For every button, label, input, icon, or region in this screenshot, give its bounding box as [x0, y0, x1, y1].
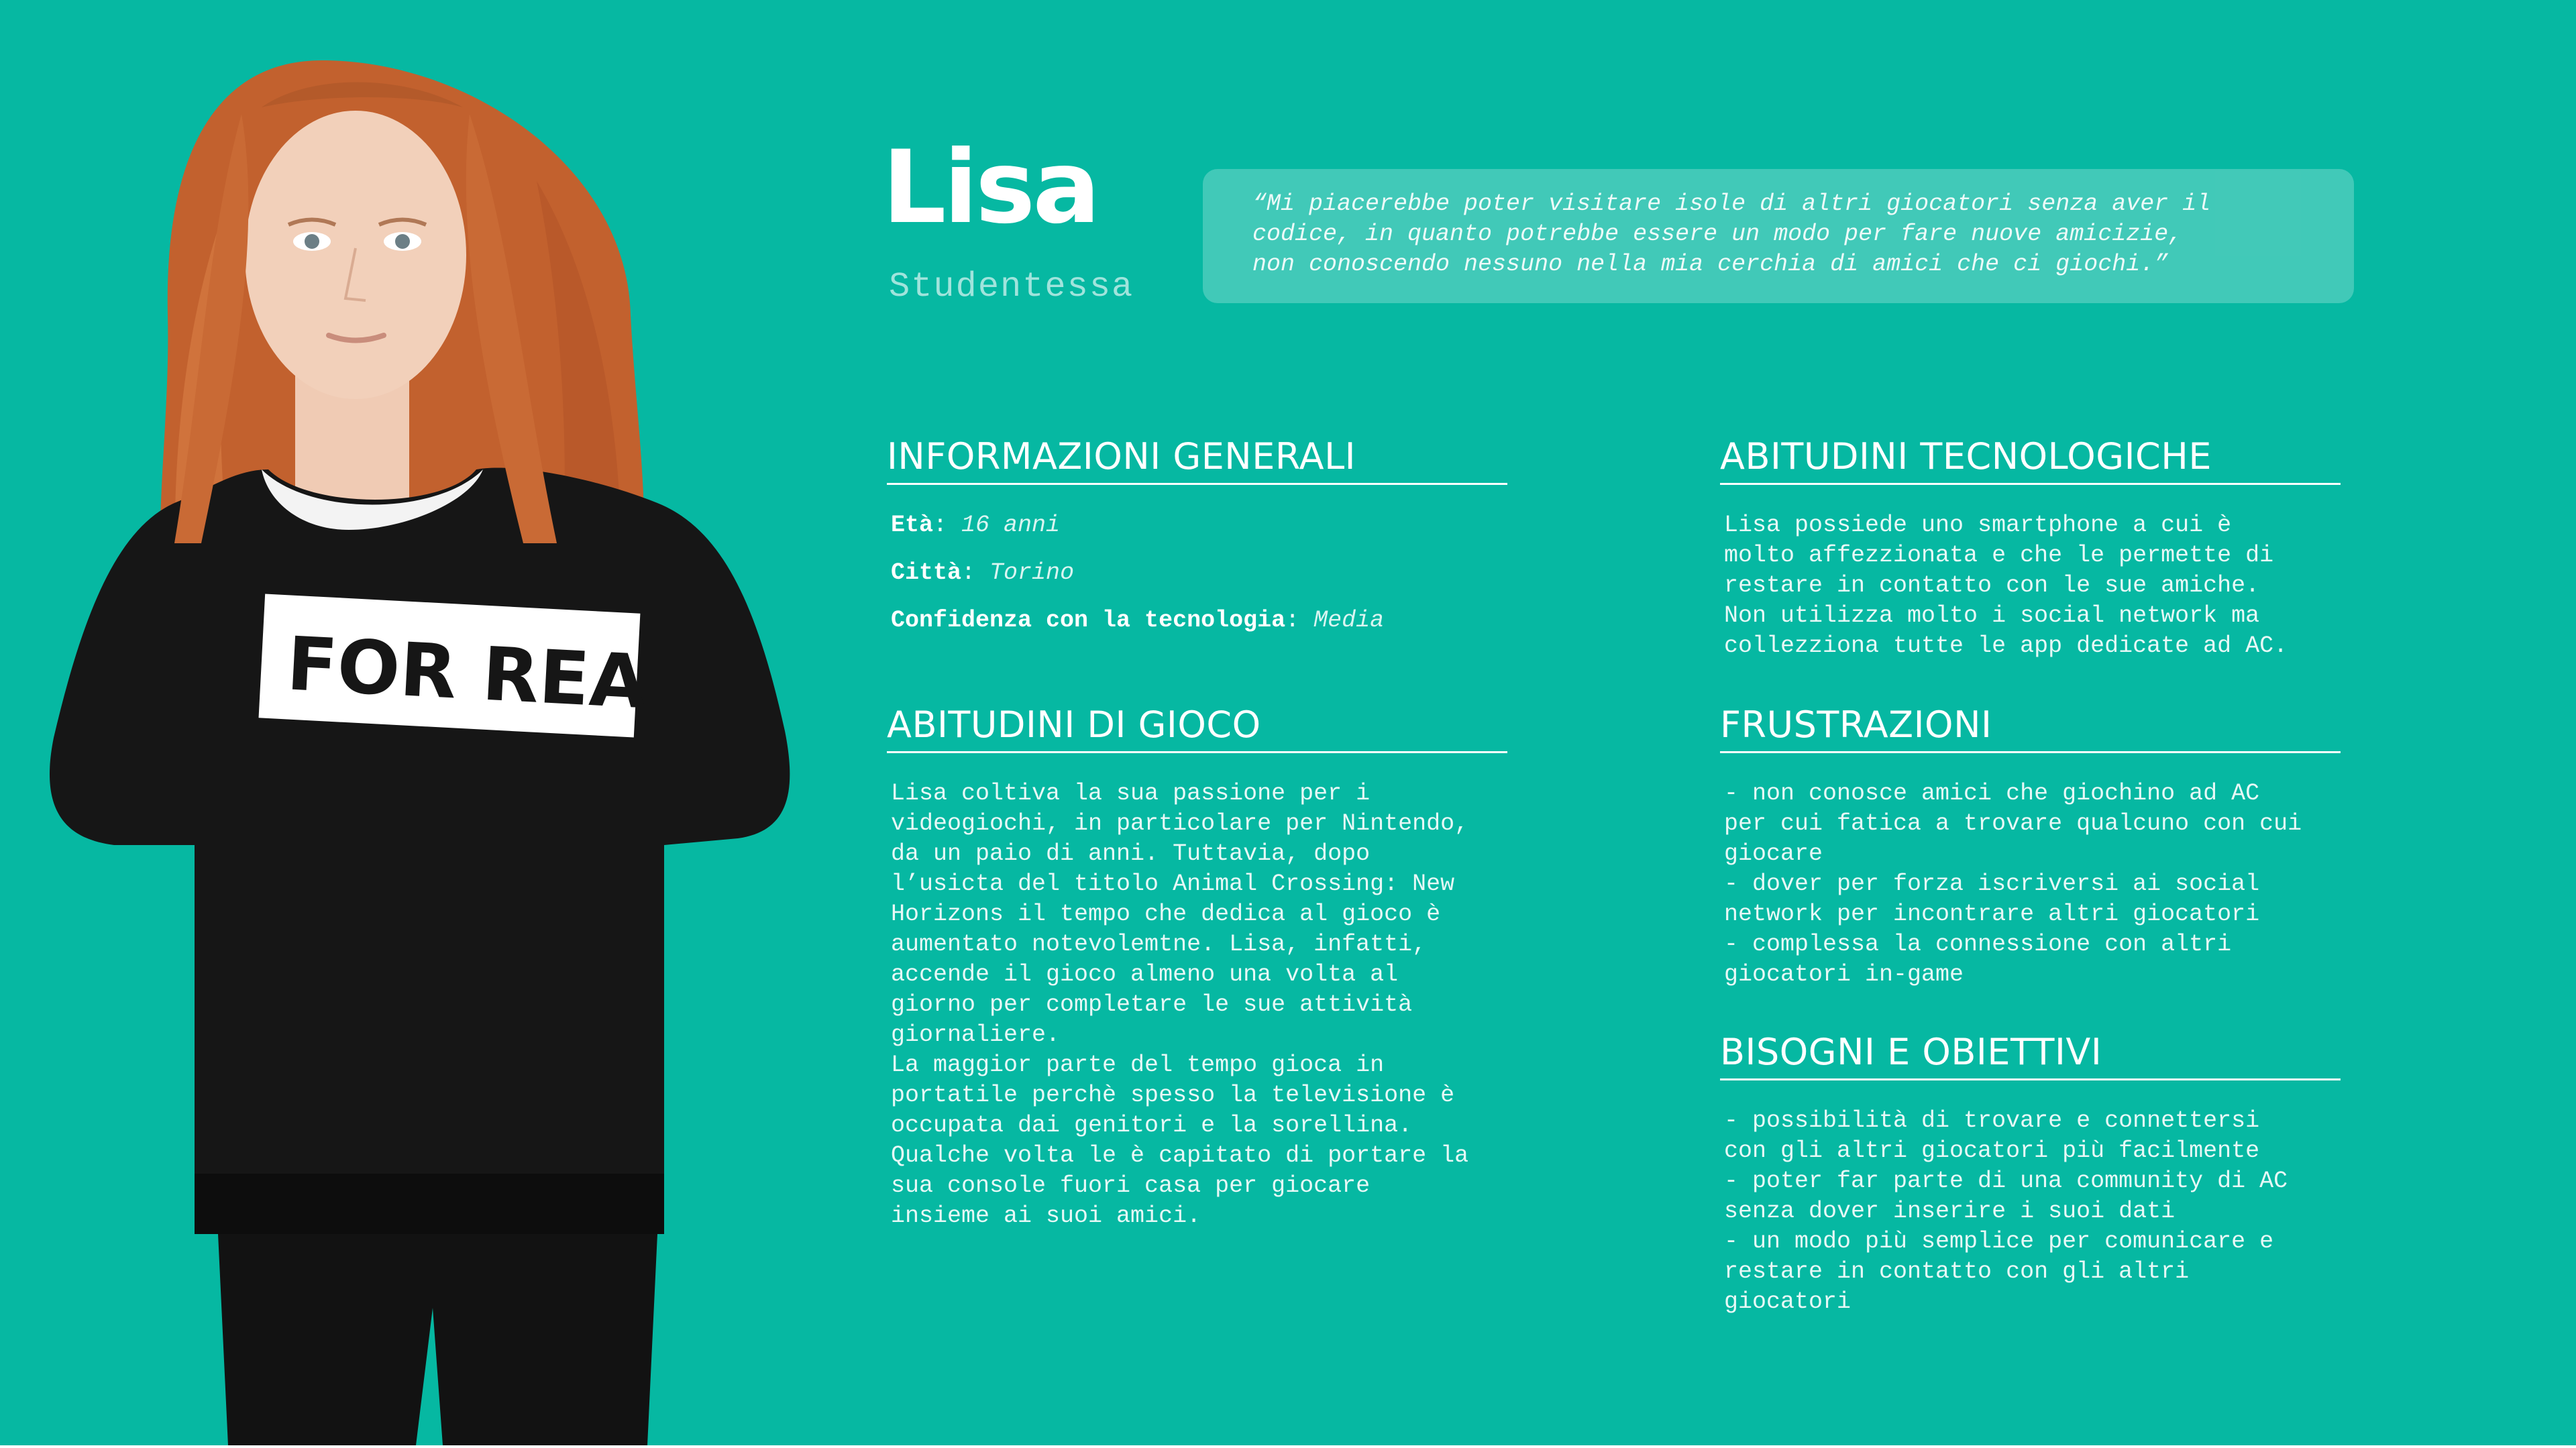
tech-confidence-label: Confidenza con la tecnologia [891, 607, 1286, 634]
section-title-game-habits: ABITUDINI DI GIOCO [887, 704, 1507, 753]
frustrations-text: - non conosce amici che giochino ad AC per cui fatica a trovare qualcuno con cui giocare - dover per forza iscriversi ai social network per incontrare altri giocatori - complessa la connessione con altri giocatori in-game [1724, 780, 2302, 988]
section-tech-habits [1720, 436, 2341, 661]
city-value: Torino [989, 559, 1075, 586]
age-label: Età [891, 512, 934, 539]
section-general-info [887, 436, 1507, 653]
needs-goals-text: - possibilità di trovare e connettersi con gli altri giocatori più facilmente - poter far parte di una community di AC senza dover inserire i suoi dati - un modo più semplice per comunicare e restare in contatto con gli altri giocatori [1724, 1107, 2288, 1315]
info-row-city: Città: Torino [891, 559, 1075, 586]
persona-quote: “Mi piacerebbe poter visitare isole di altri giocatori senza aver il codice, in quanto potrebbe essere un modo per fare nuove amicizie, non conoscendo nessuno nella mia cerchia di amici che ci giochi.” [1252, 190, 2211, 278]
info-row-age: Età: 16 anni [891, 512, 1061, 539]
persona-photo [40, 34, 832, 1445]
age-value: 16 anni [961, 512, 1061, 539]
quote-box [1203, 169, 2354, 303]
section-needs-goals [1720, 1032, 2341, 1317]
shirt-print-text: FOR REAL [284, 620, 696, 728]
section-title-needs-goals: BISOGNI E OBIETTIVI [1720, 1032, 2341, 1080]
tech-habits-text: Lisa possiede uno smartphone a cui è molto affezzionata e che le permette di restare in contatto con le sue amiche. Non utilizza molto i social network ma collezziona tutte le app dedicate ad AC. [1724, 512, 2288, 659]
city-label: Città [891, 559, 962, 586]
section-title-general-info: INFORMAZIONI GENERALI [887, 436, 1507, 485]
info-row-tech-confidence: Confidenza con la tecnologia: Media [891, 607, 1385, 634]
section-title-frustrations: FRUSTRAZIONI [1720, 704, 2341, 753]
tech-confidence-value: Media [1313, 607, 1385, 634]
game-habits-text: Lisa coltiva la sua passione per i videogiochi, in particolare per Nintendo, da un paio di anni. Tuttavia, dopo l’usicta del titolo Animal Crossing: New Horizons il tempo che dedica al gioco è aumentato notevolemtne. Lisa, infatti, accende il gioco almeno una volta al giorno per completare le sue attività giornaliere. La maggior parte del tempo gioca in portatile perchè spesso la televisione è occupata dai genitori e la sorellina. Qualche volta le è capitato di portare la sua console fuori casa per giocare insieme ai suoi amici. [891, 780, 1469, 1229]
section-title-tech-habits: ABITUDINI TECNOLOGICHE [1720, 436, 2341, 485]
persona-role: Studentessa [889, 267, 1134, 307]
persona-name: Lisa [882, 129, 1098, 246]
section-game-habits [887, 704, 1507, 1231]
section-frustrations [1720, 704, 2341, 990]
